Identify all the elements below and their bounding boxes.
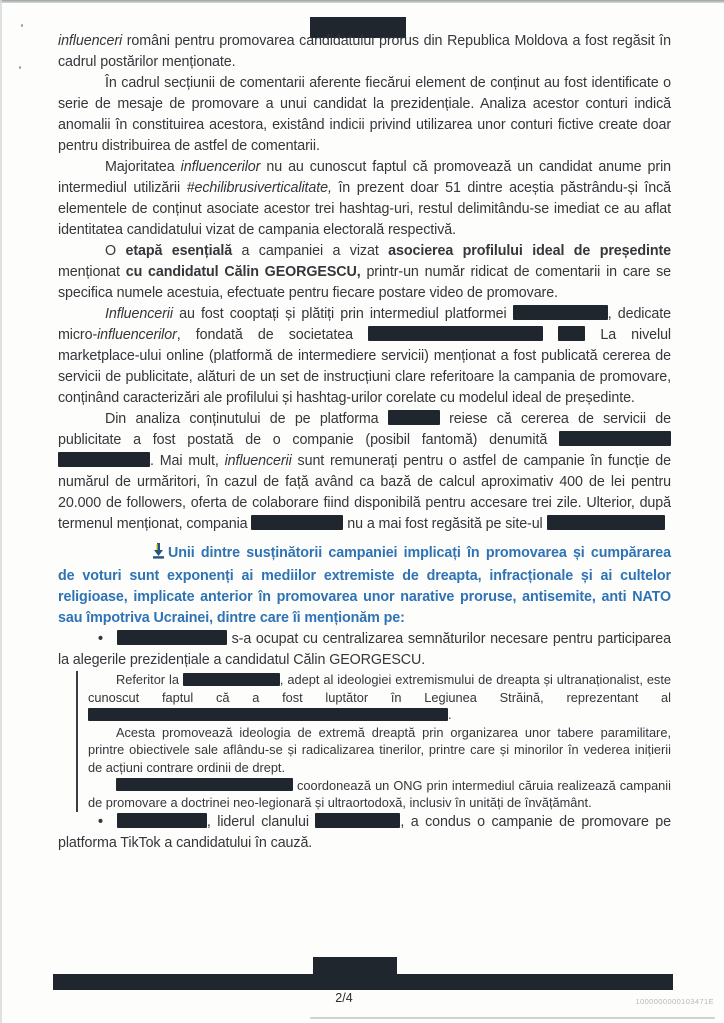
text-run: a campaniei a vizat — [232, 243, 389, 259]
document-body — [58, 31, 671, 854]
bullet-icon: • — [98, 631, 103, 647]
redaction-block — [183, 673, 280, 686]
text-run: asocierea profilului ideal de președinte — [388, 243, 671, 259]
paragraph-sub-foreign-legion — [88, 671, 671, 724]
redaction-block — [315, 813, 400, 828]
text-run: în prezent doar 51 dintre aceștia păstrându-și încă elementele de conținut asociate acestor trei hashtag-uri, restul delimitându-se imediat ce au aflat identitatea candidatului vizat de campania electorală respectivă. — [58, 180, 671, 238]
text-run: cu candidatul Călin GEORGESCU, — [125, 264, 361, 280]
text-run: menționat — [58, 264, 126, 280]
redaction-block — [53, 974, 673, 990]
redaction-block — [368, 326, 543, 341]
text-run: , dedicate micro- — [58, 306, 672, 343]
scan-speck — [19, 66, 21, 69]
paragraph-sub-ong — [88, 777, 671, 812]
redaction-block — [88, 708, 448, 721]
redaction-block — [117, 813, 207, 828]
text-run: Din analiza conținutului de pe platforma — [105, 411, 388, 427]
text-run: nu au cunoscut faptul că promovează un candidat anume prin intermediul utilizării — [58, 159, 671, 196]
text-run: influenceri — [58, 33, 123, 49]
text-run: influencerilor — [180, 159, 261, 175]
text-run: reiese că cererea de servicii de publicitate a fost postată de o companie (posibil fantomă) denumită — [58, 411, 671, 448]
text-run: , liderul clanului — [206, 813, 316, 830]
redaction-block — [558, 326, 585, 341]
indented-annotation-block — [76, 671, 671, 812]
text-run: #echilibrusiverticalitate, — [186, 180, 332, 196]
text-run: , adept al ideologiei extremismului de dreapta și ultranaționalist, este cunoscut faptul că a fost luptător în Legiunea Străină, reprezentant al — [88, 672, 672, 705]
text-run: Majoritatea — [105, 159, 181, 175]
down-arrow-icon — [105, 543, 165, 566]
text-run: etapă esențială — [125, 243, 233, 259]
document-serial-number: 1000000000103471E — [635, 997, 714, 1006]
text-run: În cadrul secțiunii de comentarii aferente fiecărui element de conținut au fost identificate o serie de mesaje de promovare a unui candidat la prezidențiale. Analiza acestor conturi indică anomalii în constituirea acestora, existând indicii privind utilizarea unor conturi fictive create doar pentru distribuirea de astfel de comentarii. — [58, 75, 671, 154]
paragraph-extremist-supporters — [58, 543, 671, 629]
text-run: sunt remunerați pentru o astfel de campanie în funcție de numărul de urmăritori, în cazul de față având ca bază de calcul aproximativ 400 de lei pentru 20.000 de followers, oferta de colaborare fiind disponibilă pentru accesare trei zile. Ulterior, după termenul menționat, compania — [58, 453, 671, 532]
redaction-block — [117, 630, 227, 645]
redaction-block — [559, 431, 671, 446]
paragraph-comment-analysis — [58, 73, 671, 157]
scan-speck — [21, 24, 23, 27]
paragraph-shell-company — [58, 409, 671, 535]
redaction-block — [313, 957, 397, 975]
scan-edge-bottom — [310, 1017, 715, 1019]
text-run: Influencerii — [105, 306, 173, 322]
text-run: români pentru promovarea candidatului prorus din Republica Moldova a fost regăsit în cadrul postărilor menționate. — [58, 33, 671, 70]
text-run: Referitor la — [116, 672, 183, 687]
paragraph-ideal-profile — [58, 241, 671, 304]
text-run: O — [105, 243, 126, 259]
text-run: . — [448, 707, 452, 723]
redaction-block — [251, 515, 343, 530]
text-run: nu a mai fost regăsită pe site-ul — [343, 516, 547, 532]
text-run: . Mai mult, — [150, 453, 225, 469]
paragraph-sub-paramilitary — [88, 724, 671, 777]
text-run: , fondată de societatea — [176, 327, 369, 343]
paragraph-bullet-signatures — [58, 629, 671, 671]
redaction-block — [58, 452, 150, 467]
text-run: influencerilor — [97, 327, 177, 343]
text-run: influencerii — [224, 453, 292, 469]
redaction-block — [513, 305, 608, 320]
paragraph-bullet-clan-leader — [58, 812, 671, 854]
paragraph-influencers-moldova — [58, 31, 671, 73]
paragraph-hashtag — [58, 157, 671, 241]
redaction-block — [547, 515, 665, 530]
scan-edge-top — [0, 0, 724, 3]
text-run: , a condus o campanie de promovare pe platforma TikTok a candidatului în cauză. — [58, 813, 671, 851]
text-run: Acesta promovează ideologia de extremă dreaptă prin organizarea unor tabere paramilitare, printre obiectivele sale aflându-se și radicalizarea tinerilor, printre care și minorilor în vederea inițierii de acțiuni contrare ordinii de drept. — [88, 724, 671, 775]
scan-edge-left — [0, 0, 2, 1023]
text-run: s-a ocupat cu centralizarea semnăturilor necesare pentru participarea la alegerile prezidențiale a candidatul Călin GEORGESCU. — [58, 631, 671, 668]
bullet-icon: • — [98, 813, 103, 830]
text-run: au fost cooptați și plătiți prin intermediul platformei — [172, 306, 513, 322]
text-run: coordonează un ONG prin intermediul căruia realizează campanii de promovare a doctrinei neo-legionară și ultraortodoxă, inclusiv în unități de învățământ. — [88, 777, 671, 811]
page-number: 2/4 — [335, 991, 353, 1005]
text-run: La nivelul marketplace-ului online (platformă de intermediere servicii) menționat a fost publicată cererea de servicii de publicitate, alături de un set de instrucțiuni clare referitoare la campania de promovare, conținând caracterizări ale profilului și hashtag-urilor corelate cu modelul ideal de președinte. — [58, 327, 672, 406]
text-run — [543, 327, 558, 343]
paragraph-platform-recruiting — [58, 304, 671, 409]
text-run: Unii dintre susținătorii campaniei implicați în promovarea și cumpărarea de voturi sunt exponenți ai mediilor extremiste de dreapta, infracționale și ai cultelor religioase, implicate anterior în promovarea unor narative proruse, antisemite, anti NATO sau împotriva Ucrainei, dintre care îi menționăm pe: — [58, 545, 671, 626]
redaction-block — [116, 778, 293, 791]
redaction-block — [388, 410, 440, 425]
text-run: printr-un număr ridicat de comentarii in care se specifica numele acestuia, efectuate pentru fiecare postare video de promovare. — [58, 264, 672, 301]
